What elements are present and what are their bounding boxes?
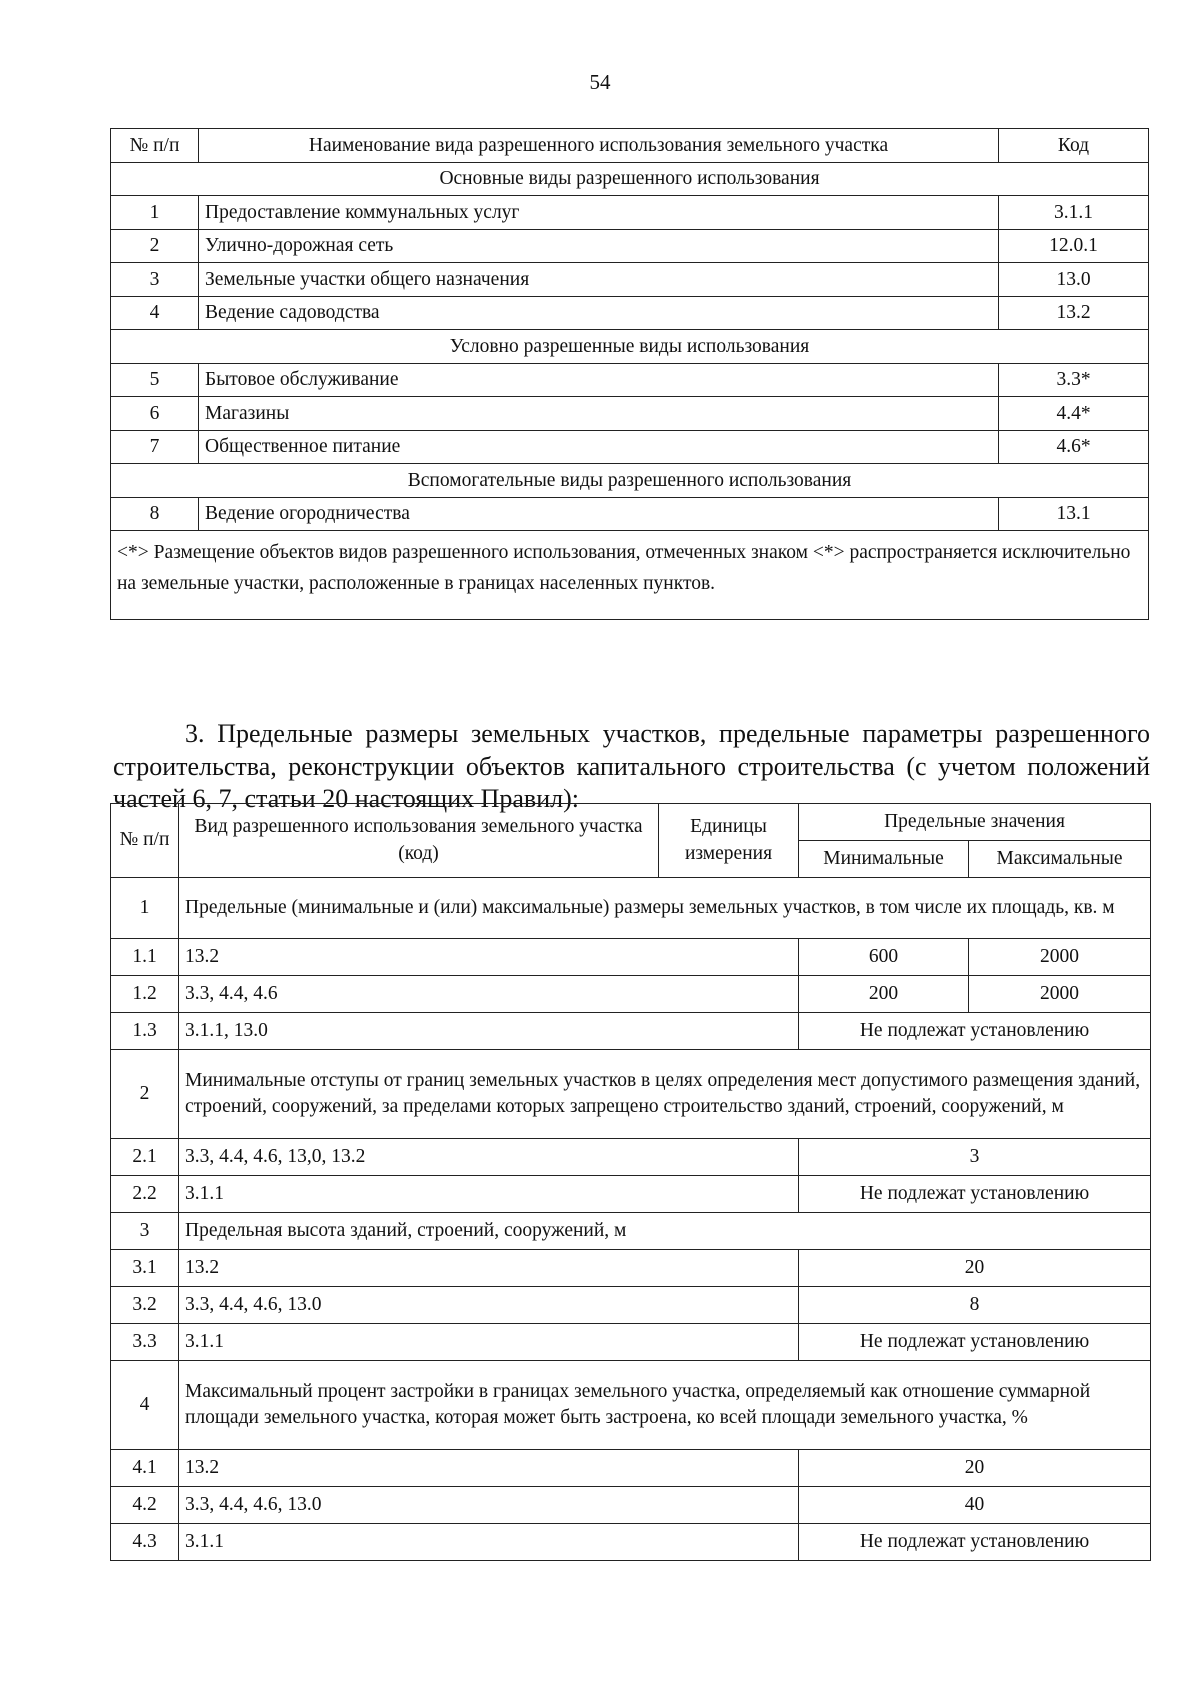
row-value: Не подлежат установлению	[799, 1324, 1151, 1361]
row-codes: 3.3, 4.4, 4.6, 13.0	[179, 1487, 799, 1524]
row-num: 3.3	[111, 1324, 179, 1361]
row-codes: 13.2	[179, 1450, 799, 1487]
row-num: 3.2	[111, 1287, 179, 1324]
group-title: Максимальный процент застройки в границах земельного участка, определяемый как отношение суммарной площади земельного участка, которая может быть застроена, ко всей площади земельного участка, %	[179, 1361, 1151, 1450]
permitted-use-table	[110, 128, 1149, 620]
row-num: 7	[111, 430, 199, 464]
row-min: 200	[799, 976, 969, 1013]
header-max: Максимальные	[969, 841, 1151, 878]
row-codes: 13.2	[179, 1250, 799, 1287]
row-code: 4.4*	[999, 397, 1149, 431]
table-row	[111, 497, 1149, 531]
row-name: Магазины	[199, 397, 999, 431]
table-row	[111, 1250, 1151, 1287]
row-num: 1	[111, 196, 199, 230]
row-min: 600	[799, 939, 969, 976]
row-max: 2000	[969, 976, 1151, 1013]
row-code: 13.2	[999, 296, 1149, 330]
row-num: 5	[111, 363, 199, 397]
table-row	[111, 430, 1149, 464]
row-code: 12.0.1	[999, 229, 1149, 263]
row-codes: 3.1.1	[179, 1524, 799, 1561]
row-value: 20	[799, 1250, 1151, 1287]
header-units: Единицы измерения	[659, 804, 799, 878]
group-row	[111, 1050, 1151, 1139]
row-codes: 3.1.1, 13.0	[179, 1013, 799, 1050]
group-num: 1	[111, 878, 179, 939]
table-row	[111, 1324, 1151, 1361]
group-row	[111, 878, 1151, 939]
row-value: 20	[799, 1450, 1151, 1487]
group-title: Минимальные отступы от границ земельных участков в целях определения мест допустимого размещения зданий, строений, сооружений, за пределами которых запрещено строительство зданий, строений, сооружений, м	[179, 1050, 1151, 1139]
row-max: 2000	[969, 939, 1151, 976]
table-row	[111, 296, 1149, 330]
table-row	[111, 1450, 1151, 1487]
row-num: 3.1	[111, 1250, 179, 1287]
row-codes: 3.3, 4.4, 4.6, 13.0	[179, 1287, 799, 1324]
row-codes: 3.3, 4.4, 4.6	[179, 976, 799, 1013]
group-row	[111, 1361, 1151, 1450]
row-num: 4	[111, 296, 199, 330]
row-code: 13.0	[999, 263, 1149, 297]
group-num: 4	[111, 1361, 179, 1450]
table-row	[111, 263, 1149, 297]
row-num: 1.3	[111, 1013, 179, 1050]
table-row	[111, 229, 1149, 263]
section-title: Условно разрешенные виды использования	[111, 330, 1149, 364]
row-code: 3.3*	[999, 363, 1149, 397]
table-row	[111, 1176, 1151, 1213]
row-num: 3	[111, 263, 199, 297]
group-num: 3	[111, 1213, 179, 1250]
row-num: 8	[111, 497, 199, 531]
row-value: 3	[799, 1139, 1151, 1176]
row-codes: 13.2	[179, 939, 799, 976]
row-name: Улично-дорожная сеть	[199, 229, 999, 263]
table-row	[111, 397, 1149, 431]
table-note: <*> Размещение объектов видов разрешенного использования, отмеченных знаком <*> распространяется исключительно на земельные участки, расположенные в границах населенных пунктов.	[111, 531, 1149, 620]
row-value: 40	[799, 1487, 1151, 1524]
row-name: Общественное питание	[199, 430, 999, 464]
row-num: 4.3	[111, 1524, 179, 1561]
row-num: 2.1	[111, 1139, 179, 1176]
row-num: 2	[111, 229, 199, 263]
table-row	[111, 363, 1149, 397]
table-row	[111, 939, 1151, 976]
row-codes: 3.1.1	[179, 1324, 799, 1361]
table-row	[111, 976, 1151, 1013]
table-row	[111, 1487, 1151, 1524]
header-name: Наименование вида разрешенного использования земельного участка	[199, 129, 999, 163]
table-row	[111, 196, 1149, 230]
row-name: Земельные участки общего назначения	[199, 263, 999, 297]
section-3-paragraph: 3. Предельные размеры земельных участков, предельные параметры разрешенного строительства, реконструкции объектов капитального строительства (с учетом положений частей 6, 7, статьи 20 настоящих Правил):	[113, 719, 1150, 813]
row-codes: 3.1.1	[179, 1176, 799, 1213]
section-title: Основные виды разрешенного использования	[111, 162, 1149, 196]
row-value: Не подлежат установлению	[799, 1176, 1151, 1213]
row-num: 2.2	[111, 1176, 179, 1213]
row-name: Ведение садоводства	[199, 296, 999, 330]
row-num: 4.1	[111, 1450, 179, 1487]
row-name: Ведение огородничества	[199, 497, 999, 531]
row-code: 4.6*	[999, 430, 1149, 464]
section-title: Вспомогательные виды разрешенного использования	[111, 464, 1149, 498]
group-title: Предельные (минимальные и (или) максимальные) размеры земельных участков, в том числе их площадь, кв. м	[179, 878, 1151, 939]
table-row	[111, 1013, 1151, 1050]
header-code: Код	[999, 129, 1149, 163]
table-row	[111, 1524, 1151, 1561]
limits-table	[110, 803, 1151, 1561]
table-row	[111, 1139, 1151, 1176]
table-header-row	[111, 129, 1149, 163]
row-value: 8	[799, 1287, 1151, 1324]
group-num: 2	[111, 1050, 179, 1139]
page-number: 54	[589, 70, 611, 94]
row-value: Не подлежат установлению	[799, 1524, 1151, 1561]
header-type: Вид разрешенного использования земельного участка (код)	[179, 804, 659, 878]
row-num: 6	[111, 397, 199, 431]
row-num: 1.2	[111, 976, 179, 1013]
table-header-row	[111, 804, 1151, 841]
row-name: Предоставление коммунальных услуг	[199, 196, 999, 230]
row-num: 4.2	[111, 1487, 179, 1524]
row-num: 1.1	[111, 939, 179, 976]
header-num: № п/п	[111, 129, 199, 163]
table-row	[111, 1287, 1151, 1324]
group-row	[111, 1213, 1151, 1250]
header-min: Минимальные	[799, 841, 969, 878]
row-value: Не подлежат установлению	[799, 1013, 1151, 1050]
row-codes: 3.3, 4.4, 4.6, 13,0, 13.2	[179, 1139, 799, 1176]
header-num: № п/п	[111, 804, 179, 878]
row-name: Бытовое обслуживание	[199, 363, 999, 397]
row-code: 3.1.1	[999, 196, 1149, 230]
row-code: 13.1	[999, 497, 1149, 531]
header-limits: Предельные значения	[799, 804, 1151, 841]
group-title: Предельная высота зданий, строений, сооружений, м	[179, 1213, 1151, 1250]
